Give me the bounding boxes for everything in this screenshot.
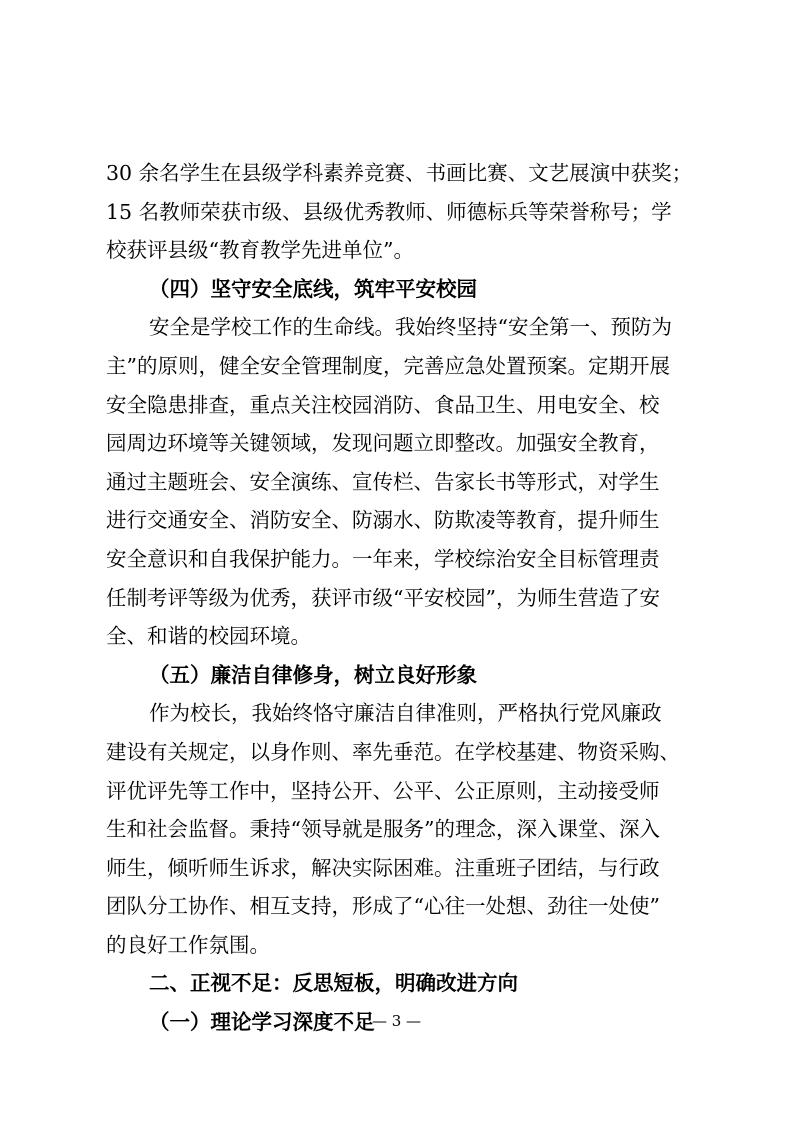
section-heading: （五）廉洁自律修身，树立良好形象 — [149, 662, 477, 687]
paragraph-line: 园周边环境等关键领域，发现问题立即整改。加强安全教育， — [106, 431, 660, 456]
paragraph-line: 安全意识和自我保护能力。一年来，学校综治安全目标管理责 — [106, 546, 660, 571]
paragraph-line: 全、和谐的校园环境。 — [106, 624, 311, 649]
section-heading: （一）理论学习深度不足 — [149, 1010, 375, 1035]
paragraph-line: 师生，倾听师生诉求，解决实际困难。注重班子团结，与行政 — [106, 855, 660, 880]
paragraph-line: 安全隐患排查，重点关注校园消防、食品卫生、用电安全、校 — [106, 392, 660, 417]
paragraph-line: 建设有关规定，以身作则、率先垂范。在学校基建、物资采购、 — [106, 739, 680, 764]
document-body — [106, 154, 696, 1042]
paragraph-line: 30 余名学生在县级学科素养竞赛、书画比赛、文艺展演中获奖； — [106, 161, 693, 185]
paragraph-line: 任制考评等级为优秀，获评市级“平安校园”，为师生营造了安 — [106, 585, 660, 610]
paragraph-line: 校获评县级“教育教学先进单位”。 — [106, 238, 414, 263]
page-number: — 3 — — [371, 1012, 422, 1030]
paragraph-line: 生和社会监督。秉持“领导就是服务”的理念，深入课堂、深入 — [106, 817, 660, 842]
paragraph-line: 通过主题班会、安全演练、宣传栏、告家长书等形式，对学生 — [106, 469, 660, 494]
paragraph-line: 作为校长，我始终恪守廉洁自律准则，严格执行党风廉政 — [149, 701, 662, 726]
paragraph-line: 进行交通安全、消防安全、防溺水、防欺凌等教育，提升师生 — [106, 508, 660, 533]
paragraph-line: 的良好工作氛围。 — [106, 932, 270, 957]
paragraph-line: 安全是学校工作的生命线。我始终坚持“安全第一、预防为 — [149, 315, 672, 340]
paragraph-line: 15 名教师荣获市级、县级优秀教师、师德标兵等荣誉称号；学 — [106, 199, 672, 224]
section-heading: 二、正视不足：反思短板，明确改进方向 — [149, 971, 518, 996]
paragraph-line: 团队分工协作、相互支持，形成了“心往一处想、劲往一处使” — [106, 894, 660, 919]
paragraph-line: 主”的原则，健全安全管理制度，完善应急处置预案。定期开展 — [106, 353, 670, 378]
section-heading: （四）坚守安全底线，筑牢平安校园 — [149, 276, 477, 301]
paragraph-line: 评优评先等工作中，坚持公开、公平、公正原则，主动接受师 — [106, 778, 660, 803]
